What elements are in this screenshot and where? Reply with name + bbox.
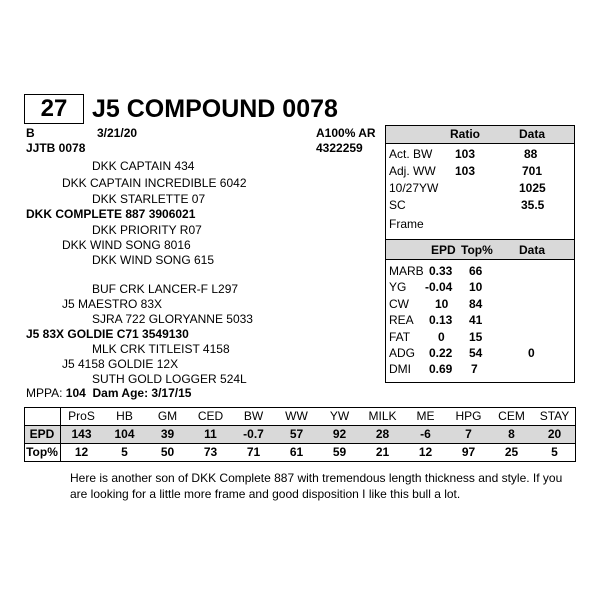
perf-label: SC xyxy=(389,198,406,212)
epd-value: -0.7 xyxy=(243,427,264,441)
top-percent-value: 97 xyxy=(461,445,476,459)
performance-header-bg xyxy=(385,125,575,143)
carcass-top: 54 xyxy=(469,346,483,360)
epd-column-header: HPG xyxy=(455,409,482,423)
pedigree-line: J5 MAESTRO 83X xyxy=(62,297,163,311)
carcass-epd: 10 xyxy=(435,297,449,311)
epd-column-header: CEM xyxy=(498,409,525,423)
epd-column-header: ProS xyxy=(68,409,95,423)
pedigree-line: DKK CAPTAIN 434 xyxy=(92,159,195,173)
pedigree-line: MLK CRK TITLEIST 4158 xyxy=(92,342,230,356)
top-percent-value: 61 xyxy=(289,445,304,459)
epd-column-header: YW xyxy=(329,409,350,423)
epd-column-header: MILK xyxy=(368,409,397,423)
perf-label: Frame xyxy=(389,217,424,231)
mppa-value: 104 xyxy=(65,386,86,400)
comment: Here is another son of DKK Complete 887 with tremendous length thickness and style. If you are looking for a little more frame and good disposition I like this bull a lot. xyxy=(70,471,563,501)
perf-label: Adj. WW xyxy=(389,164,436,178)
performance-panel xyxy=(385,125,575,383)
top-header: Top% xyxy=(461,243,493,257)
carcass-data-header: Data xyxy=(519,243,546,257)
pedigree-line: DKK CAPTAIN INCREDIBLE 6042 xyxy=(62,176,247,190)
perf-data: 701 xyxy=(522,164,543,178)
pedigree-line: DKK WIND SONG 615 xyxy=(92,253,215,267)
dam-age-value: 3/17/15 xyxy=(151,386,192,400)
carcass-epd: 0.22 xyxy=(429,346,453,360)
carcass-top: 66 xyxy=(469,264,483,278)
perf-ratio: 103 xyxy=(455,147,476,161)
epd-column-header: HB xyxy=(116,409,133,423)
perf-data: 88 xyxy=(524,147,538,161)
epd-value: 39 xyxy=(160,427,175,441)
carcass-top: 15 xyxy=(469,330,483,344)
registration-number: 4322259 xyxy=(316,141,363,155)
pedigree-line: BUF CRK LANCER-F L297 xyxy=(92,282,239,296)
epd-value: 143 xyxy=(71,427,92,441)
epd-column-header: ME xyxy=(416,409,435,423)
carcass-top: 84 xyxy=(469,297,483,311)
carcass-epd: 0.69 xyxy=(429,362,453,376)
carcass-label: MARB xyxy=(389,264,424,278)
perf-ratio: 103 xyxy=(455,164,476,178)
lot-number: 27 xyxy=(24,94,84,124)
carcass-label: CW xyxy=(389,297,409,311)
epd-row-label: EPD xyxy=(29,427,55,441)
carcass-top: 41 xyxy=(469,313,483,327)
epd-value: 8 xyxy=(508,427,515,441)
top-row-label: Top% xyxy=(26,445,58,459)
carcass-epd: 0.13 xyxy=(429,313,453,327)
top-percent-value: 25 xyxy=(504,445,519,459)
ratio-header: Ratio xyxy=(450,127,480,141)
mppa-label: MPPA: xyxy=(26,386,63,400)
perf-label: Act. BW xyxy=(389,147,433,161)
carcass-label: FAT xyxy=(389,330,411,344)
carcass-label: ADG xyxy=(389,346,416,360)
carcass-label: REA xyxy=(389,313,414,327)
epd-value: 28 xyxy=(375,427,390,441)
epd-value: 7 xyxy=(465,427,472,441)
top-percent-value: 59 xyxy=(332,445,347,459)
pedigree-line: DKK WIND SONG 8016 xyxy=(62,238,191,252)
epd-value: 11 xyxy=(204,427,217,441)
perf-data: 1025 xyxy=(519,181,546,195)
carcass-epd: -0.04 xyxy=(425,280,453,294)
epd-header: EPD xyxy=(431,243,456,257)
pedigree-line: DKK STARLETTE 07 xyxy=(92,192,206,206)
carcass-top: 7 xyxy=(471,362,478,376)
top-percent-value: 12 xyxy=(418,445,433,459)
carcass-label: DMI xyxy=(389,362,411,376)
carcass-epd: 0.33 xyxy=(429,264,453,278)
pedigree-line: SUTH GOLD LOGGER 524L xyxy=(92,372,247,386)
top-percent-value: 5 xyxy=(551,445,558,459)
epd-value: 92 xyxy=(332,427,347,441)
category: B xyxy=(26,126,35,140)
data-header: Data xyxy=(519,127,546,141)
pedigree-line: SJRA 722 GLORYANNE 5033 xyxy=(92,312,253,326)
epd-value: 104 xyxy=(114,427,135,441)
top-percent-value: 21 xyxy=(375,445,390,459)
epd-column-header: STAY xyxy=(539,409,570,423)
epd-column-header: GM xyxy=(157,409,178,423)
carcass-epd: 0 xyxy=(438,330,445,344)
tattoo: JJTB 0078 xyxy=(26,141,86,155)
epd-value: 20 xyxy=(547,427,562,441)
dam-age-label: Dam Age: xyxy=(92,386,149,400)
birth-date: 3/21/20 xyxy=(97,126,138,140)
mppa-line xyxy=(26,386,191,401)
top-percent-value: 73 xyxy=(203,445,218,459)
pedigree-line: DKK PRIORITY R07 xyxy=(92,223,202,237)
epd-table xyxy=(24,407,576,461)
sire: DKK COMPLETE 887 3906021 xyxy=(26,207,196,221)
top-percent-value: 71 xyxy=(246,445,261,459)
epd-column-header: WW xyxy=(285,409,308,423)
top-percent-value: 50 xyxy=(160,445,175,459)
carcass-label: YG xyxy=(389,280,407,294)
animal-name: J5 COMPOUND 0078 xyxy=(92,95,338,123)
carcass-data: 0 xyxy=(528,346,535,360)
epd-value: -6 xyxy=(420,427,431,441)
breed: A100% AR xyxy=(316,126,376,140)
epd-value: 57 xyxy=(289,427,304,441)
perf-data: 35.5 xyxy=(521,198,545,212)
dam: J5 83X GOLDIE C71 3549130 xyxy=(26,327,189,341)
pedigree-line: J5 4158 GOLDIE 12X xyxy=(62,357,179,371)
epd-column-header: CED xyxy=(197,409,224,423)
perf-label: 10/27YW xyxy=(389,181,439,195)
top-percent-value: 5 xyxy=(121,445,128,459)
top-percent-value: 12 xyxy=(74,445,89,459)
epd-column-header: BW xyxy=(243,409,264,423)
carcass-top: 10 xyxy=(469,280,483,294)
